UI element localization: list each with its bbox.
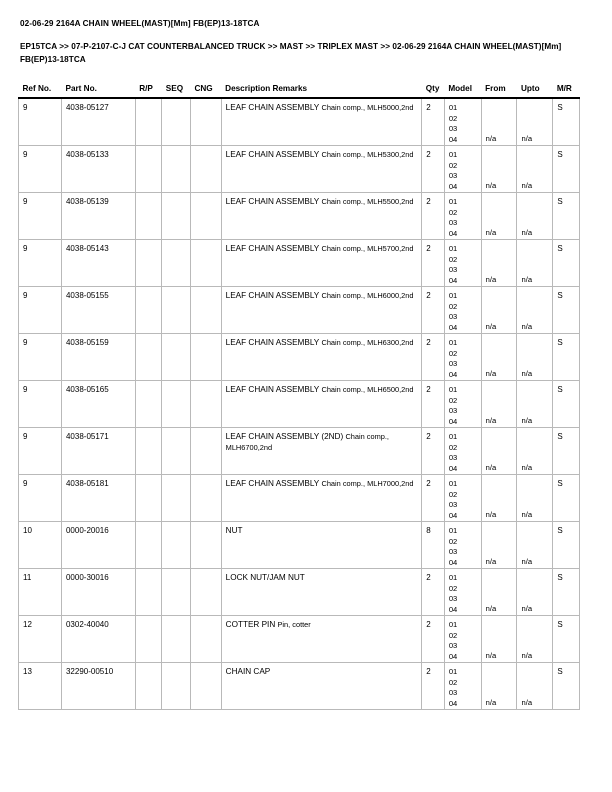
upto-value: n/a xyxy=(521,181,533,190)
cell-cng xyxy=(190,475,221,522)
from-value: n/a xyxy=(485,275,497,284)
from-value: n/a xyxy=(485,698,497,707)
cell-cng xyxy=(190,663,221,710)
cell-seq xyxy=(162,428,191,475)
cell-part-no: 4038-05127 xyxy=(61,98,135,146)
cell-ref-no: 9 xyxy=(19,240,62,287)
cell-cng xyxy=(190,334,221,381)
table-body xyxy=(19,98,580,710)
model-code: 03 xyxy=(448,265,458,274)
table-row xyxy=(19,287,580,334)
cell-qty: 2 xyxy=(422,193,445,240)
model-code: 01 xyxy=(448,385,458,394)
description-name: LEAF CHAIN ASSEMBLY (2ND) xyxy=(225,432,344,441)
cell-qty: 2 xyxy=(422,428,445,475)
model-code: 04 xyxy=(448,604,458,614)
cell-from xyxy=(481,663,517,710)
from-value: n/a xyxy=(485,181,497,190)
model-code: 03 xyxy=(448,359,458,368)
cell-qty: 2 xyxy=(422,381,445,428)
cell-part-no: 32290-00510 xyxy=(61,663,135,710)
from-value: n/a xyxy=(485,557,497,566)
cell-rp xyxy=(135,240,162,287)
cell-description xyxy=(221,663,422,710)
cell-seq xyxy=(162,98,191,146)
from-value: n/a xyxy=(485,510,497,519)
cell-description xyxy=(221,381,422,428)
column-header-model: Model xyxy=(444,84,481,98)
description-name: LEAF CHAIN ASSEMBLY xyxy=(225,385,320,394)
cell-qty: 2 xyxy=(422,287,445,334)
cell-from xyxy=(481,240,517,287)
column-header-cng: CNG xyxy=(190,84,221,98)
cell-from xyxy=(481,475,517,522)
description-remark: Chain comp., MLH5000,2nd xyxy=(321,103,414,112)
from-value: n/a xyxy=(485,228,497,237)
description-name: LEAF CHAIN ASSEMBLY xyxy=(225,150,320,159)
cell-seq xyxy=(162,663,191,710)
cell-upto xyxy=(517,569,553,616)
cell-ref-no: 9 xyxy=(19,475,62,522)
cell-rp xyxy=(135,193,162,240)
from-value: n/a xyxy=(485,322,497,331)
cell-seq xyxy=(162,475,191,522)
cell-upto xyxy=(517,334,553,381)
upto-value: n/a xyxy=(521,228,533,237)
cell-qty: 2 xyxy=(422,334,445,381)
description-remark: Chain comp., MLH5700,2nd xyxy=(321,244,414,253)
breadcrumb: EP15TCA >> 07-P-2107-C-J CAT COUNTERBALANCED TRUCK >> MAST >> TRIPLEX MAST >> 02-06-29 2164A CHAIN WHEEL(MAST)[Mm] FB(EP)13-18TCA xyxy=(20,42,562,64)
from-value: n/a xyxy=(485,463,497,472)
model-code: 01 xyxy=(448,244,458,253)
cell-part-no: 4038-05155 xyxy=(61,287,135,334)
model-code: 03 xyxy=(448,453,458,462)
cell-mr: S xyxy=(553,381,580,428)
cell-part-no: 4038-05143 xyxy=(61,240,135,287)
cell-model xyxy=(444,616,481,663)
cell-seq xyxy=(162,193,191,240)
cell-cng xyxy=(190,146,221,193)
from-value: n/a xyxy=(485,369,497,378)
model-code: 04 xyxy=(448,463,458,473)
cell-description xyxy=(221,146,422,193)
cell-model xyxy=(444,428,481,475)
table-row xyxy=(19,98,580,146)
cell-part-no: 4038-05139 xyxy=(61,193,135,240)
cell-qty: 2 xyxy=(422,475,445,522)
column-header-ref-no: Ref No. xyxy=(19,84,62,98)
cell-qty: 8 xyxy=(422,522,445,569)
cell-model xyxy=(444,381,481,428)
cell-qty: 2 xyxy=(422,240,445,287)
cell-ref-no: 11 xyxy=(19,569,62,616)
cell-seq xyxy=(162,287,191,334)
model-code: 04 xyxy=(448,275,458,285)
description-remark: Chain comp., MLH6300,2nd xyxy=(321,338,414,347)
cell-from xyxy=(481,193,517,240)
cell-seq xyxy=(162,381,191,428)
model-code: 03 xyxy=(448,688,458,697)
cell-description xyxy=(221,334,422,381)
upto-value: n/a xyxy=(521,510,533,519)
upto-value: n/a xyxy=(521,698,533,707)
table-row xyxy=(19,193,580,240)
model-code: 04 xyxy=(448,416,458,426)
upto-value: n/a xyxy=(521,416,533,425)
page-title: 02-06-29 2164A CHAIN WHEEL(MAST)[Mm] FB(EP)13-18TCA xyxy=(20,19,260,28)
description-name: LEAF CHAIN ASSEMBLY xyxy=(225,479,320,488)
description-name: CHAIN CAP xyxy=(225,667,271,676)
table-row xyxy=(19,334,580,381)
cell-cng xyxy=(190,522,221,569)
table-row xyxy=(19,146,580,193)
cell-cng xyxy=(190,616,221,663)
cell-from xyxy=(481,146,517,193)
from-value: n/a xyxy=(485,416,497,425)
cell-rp xyxy=(135,98,162,146)
cell-description xyxy=(221,616,422,663)
cell-cng xyxy=(190,193,221,240)
model-code: 03 xyxy=(448,500,458,509)
cell-rp xyxy=(135,475,162,522)
cell-rp xyxy=(135,287,162,334)
cell-ref-no: 9 xyxy=(19,98,62,146)
model-code: 02 xyxy=(448,536,458,546)
cell-ref-no: 9 xyxy=(19,193,62,240)
upto-value: n/a xyxy=(521,134,533,143)
cell-cng xyxy=(190,287,221,334)
cell-from xyxy=(481,334,517,381)
model-code: 03 xyxy=(448,312,458,321)
cell-qty: 2 xyxy=(422,146,445,193)
cell-upto xyxy=(517,522,553,569)
description-name: COTTER PIN xyxy=(225,620,276,629)
cell-seq xyxy=(162,146,191,193)
upto-value: n/a xyxy=(521,369,533,378)
cell-upto xyxy=(517,146,553,193)
from-value: n/a xyxy=(485,604,497,613)
table-row xyxy=(19,616,580,663)
cell-ref-no: 9 xyxy=(19,146,62,193)
model-code: 04 xyxy=(448,510,458,520)
upto-value: n/a xyxy=(521,651,533,660)
model-code: 03 xyxy=(448,641,458,650)
cell-model xyxy=(444,240,481,287)
cell-qty: 2 xyxy=(422,98,445,146)
cell-rp xyxy=(135,146,162,193)
cell-seq xyxy=(162,569,191,616)
model-code: 04 xyxy=(448,181,458,191)
model-code: 01 xyxy=(448,338,458,347)
cell-description xyxy=(221,569,422,616)
cell-cng xyxy=(190,569,221,616)
cell-seq xyxy=(162,334,191,381)
cell-mr: S xyxy=(553,569,580,616)
cell-rp xyxy=(135,569,162,616)
model-code: 02 xyxy=(448,160,458,170)
model-code: 03 xyxy=(448,124,458,133)
table-row xyxy=(19,475,580,522)
model-code: 02 xyxy=(448,630,458,640)
cell-rp xyxy=(135,428,162,475)
cell-model xyxy=(444,334,481,381)
cell-model xyxy=(444,193,481,240)
cell-mr: S xyxy=(553,146,580,193)
model-code: 04 xyxy=(448,698,458,708)
cell-upto xyxy=(517,475,553,522)
cell-from xyxy=(481,98,517,146)
description-name: LEAF CHAIN ASSEMBLY xyxy=(225,291,320,300)
table-row xyxy=(19,663,580,710)
cell-from xyxy=(481,616,517,663)
table-row xyxy=(19,381,580,428)
cell-from xyxy=(481,428,517,475)
cell-upto xyxy=(517,663,553,710)
description-remark: Pin, cotter xyxy=(277,620,311,629)
cell-upto xyxy=(517,381,553,428)
cell-description xyxy=(221,240,422,287)
cell-model xyxy=(444,522,481,569)
table-header xyxy=(19,84,580,98)
model-code: 03 xyxy=(448,218,458,227)
model-code: 01 xyxy=(448,291,458,300)
description-remark: Chain comp., MLH6000,2nd xyxy=(321,291,414,300)
cell-ref-no: 9 xyxy=(19,287,62,334)
model-code: 02 xyxy=(448,113,458,123)
description-name: LEAF CHAIN ASSEMBLY xyxy=(225,244,320,253)
model-code: 01 xyxy=(448,150,458,159)
cell-from xyxy=(481,522,517,569)
cell-part-no: 0302-40040 xyxy=(61,616,135,663)
cell-rp xyxy=(135,522,162,569)
model-code: 04 xyxy=(448,134,458,144)
cell-qty: 2 xyxy=(422,616,445,663)
cell-from xyxy=(481,569,517,616)
cell-model xyxy=(444,475,481,522)
cell-upto xyxy=(517,98,553,146)
description-name: NUT xyxy=(225,526,243,535)
cell-cng xyxy=(190,98,221,146)
model-code: 01 xyxy=(448,667,458,676)
column-header-part-no: Part No. xyxy=(61,84,135,98)
column-header-upto: Upto xyxy=(517,84,553,98)
model-code: 02 xyxy=(448,207,458,217)
cell-description xyxy=(221,522,422,569)
description-remark: Chain comp., MLH5500,2nd xyxy=(321,197,414,206)
cell-description xyxy=(221,475,422,522)
cell-model xyxy=(444,146,481,193)
column-header-from: From xyxy=(481,84,517,98)
cell-mr: S xyxy=(553,334,580,381)
model-code: 04 xyxy=(448,228,458,238)
cell-upto xyxy=(517,428,553,475)
cell-seq xyxy=(162,522,191,569)
cell-mr: S xyxy=(553,240,580,287)
cell-description xyxy=(221,428,422,475)
cell-qty: 2 xyxy=(422,569,445,616)
cell-mr: S xyxy=(553,522,580,569)
table-row xyxy=(19,428,580,475)
model-code: 01 xyxy=(448,103,458,112)
model-code: 03 xyxy=(448,547,458,556)
upto-value: n/a xyxy=(521,463,533,472)
upto-value: n/a xyxy=(521,557,533,566)
model-code: 02 xyxy=(448,489,458,499)
cell-ref-no: 12 xyxy=(19,616,62,663)
cell-ref-no: 9 xyxy=(19,428,62,475)
cell-seq xyxy=(162,240,191,287)
model-code: 02 xyxy=(448,442,458,452)
upto-value: n/a xyxy=(521,322,533,331)
cell-description xyxy=(221,98,422,146)
from-value: n/a xyxy=(485,134,497,143)
cell-from xyxy=(481,287,517,334)
model-code: 02 xyxy=(448,301,458,311)
model-code: 04 xyxy=(448,322,458,332)
cell-upto xyxy=(517,616,553,663)
cell-description xyxy=(221,287,422,334)
model-code: 01 xyxy=(448,432,458,441)
model-code: 03 xyxy=(448,594,458,603)
cell-ref-no: 10 xyxy=(19,522,62,569)
upto-value: n/a xyxy=(521,275,533,284)
model-code: 02 xyxy=(448,677,458,687)
table-row xyxy=(19,240,580,287)
cell-mr: S xyxy=(553,616,580,663)
cell-cng xyxy=(190,240,221,287)
model-code: 02 xyxy=(448,348,458,358)
model-code: 02 xyxy=(448,395,458,405)
model-code: 03 xyxy=(448,171,458,180)
cell-part-no: 4038-05165 xyxy=(61,381,135,428)
cell-part-no: 4038-05133 xyxy=(61,146,135,193)
model-code: 02 xyxy=(448,583,458,593)
model-code: 02 xyxy=(448,254,458,264)
description-remark: Chain comp., MLH5300,2nd xyxy=(321,150,414,159)
upto-value: n/a xyxy=(521,604,533,613)
cell-part-no: 4038-05159 xyxy=(61,334,135,381)
cell-ref-no: 9 xyxy=(19,381,62,428)
model-code: 01 xyxy=(448,526,458,535)
cell-rp xyxy=(135,381,162,428)
model-code: 01 xyxy=(448,479,458,488)
cell-mr: S xyxy=(553,475,580,522)
cell-mr: S xyxy=(553,193,580,240)
cell-part-no: 4038-05171 xyxy=(61,428,135,475)
cell-qty: 2 xyxy=(422,663,445,710)
cell-mr: S xyxy=(553,428,580,475)
description-remark: Chain comp., MLH7000,2nd xyxy=(321,479,414,488)
cell-ref-no: 13 xyxy=(19,663,62,710)
from-value: n/a xyxy=(485,651,497,660)
model-code: 04 xyxy=(448,557,458,567)
table-row xyxy=(19,569,580,616)
column-header-mr: M/R xyxy=(553,84,580,98)
cell-mr: S xyxy=(553,287,580,334)
cell-upto xyxy=(517,193,553,240)
cell-seq xyxy=(162,616,191,663)
model-code: 01 xyxy=(448,197,458,206)
description-name: LEAF CHAIN ASSEMBLY xyxy=(225,338,320,347)
model-code: 01 xyxy=(448,620,458,629)
parts-table xyxy=(18,84,580,710)
table-header-row xyxy=(19,84,580,98)
cell-cng xyxy=(190,428,221,475)
column-header-description: Description Remarks xyxy=(221,84,422,98)
column-header-seq: SEQ xyxy=(162,84,191,98)
cell-rp xyxy=(135,334,162,381)
description-remark: Chain comp., MLH6500,2nd xyxy=(321,385,414,394)
column-header-qty: Qty xyxy=(422,84,445,98)
cell-from xyxy=(481,381,517,428)
cell-upto xyxy=(517,240,553,287)
cell-part-no: 4038-05181 xyxy=(61,475,135,522)
description-remark: Chain comp., MLH6700,2nd xyxy=(225,432,389,452)
model-code: 04 xyxy=(448,369,458,379)
model-code: 04 xyxy=(448,651,458,661)
cell-part-no: 0000-20016 xyxy=(61,522,135,569)
cell-cng xyxy=(190,381,221,428)
description-name: LEAF CHAIN ASSEMBLY xyxy=(225,197,320,206)
cell-model xyxy=(444,663,481,710)
cell-mr: S xyxy=(553,663,580,710)
table-row xyxy=(19,522,580,569)
cell-part-no: 0000-30016 xyxy=(61,569,135,616)
model-code: 03 xyxy=(448,406,458,415)
cell-upto xyxy=(517,287,553,334)
cell-ref-no: 9 xyxy=(19,334,62,381)
column-header-rp: R/P xyxy=(135,84,162,98)
model-code: 01 xyxy=(448,573,458,582)
cell-rp xyxy=(135,663,162,710)
description-name: LEAF CHAIN ASSEMBLY xyxy=(225,103,320,112)
description-name: LOCK NUT/JAM NUT xyxy=(225,573,305,582)
cell-mr: S xyxy=(553,98,580,146)
cell-model xyxy=(444,98,481,146)
cell-model xyxy=(444,287,481,334)
cell-description xyxy=(221,193,422,240)
cell-model xyxy=(444,569,481,616)
cell-rp xyxy=(135,616,162,663)
